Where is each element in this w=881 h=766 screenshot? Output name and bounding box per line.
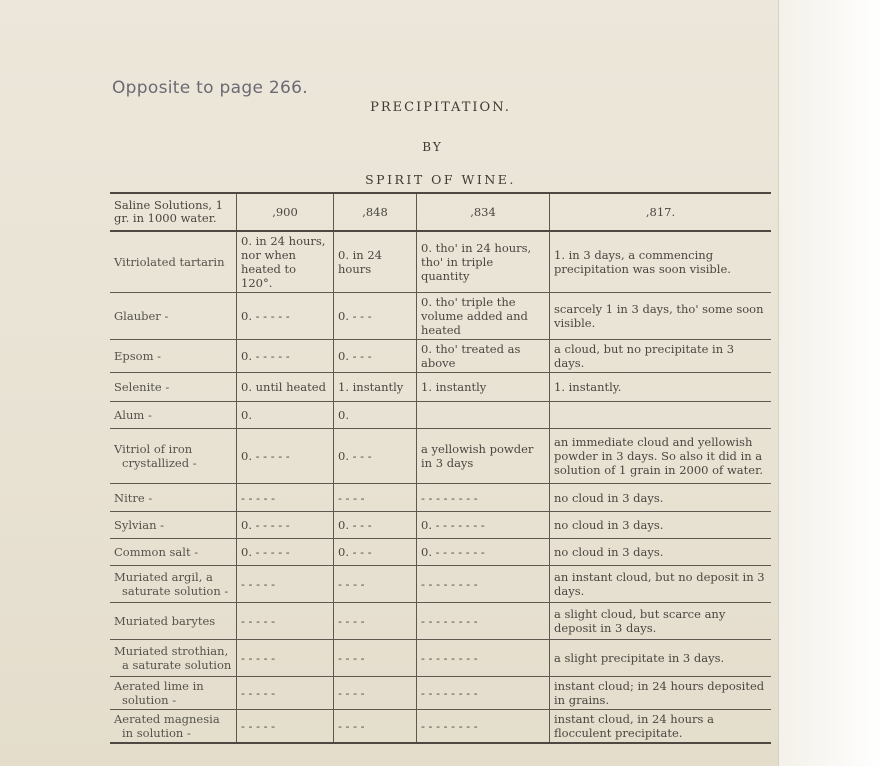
cell-900: 0. in 24 hours, nor when heated to 120°. <box>237 231 334 293</box>
row-solution-name: Vitriol of iron crystallized - <box>110 429 237 484</box>
cell-848: - - - - <box>334 603 417 640</box>
cell-817: 1. instantly. <box>550 373 772 402</box>
cell-900: - - - - - <box>237 484 334 512</box>
table-header-row <box>110 193 771 231</box>
cell-834: - - - - - - - - <box>417 640 550 677</box>
cell-817: 1. in 3 days, a commencing precipitation was soon visible. <box>550 231 772 293</box>
header-saline-solutions: Saline Solutions, 1 gr. in 1000 water. <box>110 193 237 231</box>
cell-848: - - - - <box>334 566 417 603</box>
cell-817: a cloud, but no precipitate in 3 days. <box>550 340 772 373</box>
row-solution-name: Nitre - <box>110 484 237 512</box>
cell-900: 0. - - - - - <box>237 429 334 484</box>
cell-834: 0. tho' in 24 hours, tho' in triple quantity <box>417 231 550 293</box>
cell-834: 0. tho' triple the volume added and heated <box>417 293 550 340</box>
table-row <box>110 710 771 744</box>
table-row <box>110 231 771 293</box>
cell-834: 0. - - - - - - - <box>417 512 550 539</box>
row-solution-name: Epsom - <box>110 340 237 373</box>
table-row <box>110 293 771 340</box>
row-solution-name: Muriated strothian, a saturate solution <box>110 640 237 677</box>
cell-834: 0. tho' treated as above <box>417 340 550 373</box>
row-solution-name: Selenite - <box>110 373 237 402</box>
cell-817: instant cloud, in 24 hours a flocculent precipitate. <box>550 710 772 744</box>
cell-817: a slight cloud, but scarce any deposit in 3 days. <box>550 603 772 640</box>
cell-848: 0. - - - <box>334 539 417 566</box>
cell-817: a slight precipitate in 3 days. <box>550 640 772 677</box>
table-row <box>110 373 771 402</box>
table-row <box>110 429 771 484</box>
cell-817 <box>550 402 772 429</box>
table-row <box>110 603 771 640</box>
header-848: ,848 <box>334 193 417 231</box>
cell-900: - - - - - <box>237 710 334 744</box>
row-solution-name: Aerated lime in solution - <box>110 677 237 710</box>
table-body <box>110 231 771 743</box>
cell-848: 1. instantly <box>334 373 417 402</box>
row-solution-name: Glauber - <box>110 293 237 340</box>
cell-900: 0. until heated <box>237 373 334 402</box>
cell-848: 0. <box>334 402 417 429</box>
cell-848: - - - - <box>334 710 417 744</box>
table-row <box>110 566 771 603</box>
cell-817: instant cloud; in 24 hours deposited in grains. <box>550 677 772 710</box>
table-row <box>110 402 771 429</box>
table-row <box>110 539 771 566</box>
title-subtitle: SPIRIT OF WINE. <box>365 172 516 187</box>
row-solution-name: Muriated argil, a saturate solution - <box>110 566 237 603</box>
cell-900: - - - - - <box>237 566 334 603</box>
cell-848: - - - - <box>334 484 417 512</box>
title-by: BY <box>422 140 443 154</box>
cell-900: 0. - - - - - <box>237 512 334 539</box>
table-row <box>110 640 771 677</box>
row-solution-name: Vitriolated tartarin <box>110 231 237 293</box>
cell-817: an instant cloud, but no deposit in 3 days. <box>550 566 772 603</box>
cell-848: 0. - - - <box>334 512 417 539</box>
cell-900: 0. <box>237 402 334 429</box>
cell-834: 1. instantly <box>417 373 550 402</box>
cell-834: - - - - - - - - <box>417 710 550 744</box>
cell-848: - - - - <box>334 640 417 677</box>
table-row <box>110 484 771 512</box>
cell-834: - - - - - - - - <box>417 484 550 512</box>
cell-834 <box>417 402 550 429</box>
cell-834: - - - - - - - - <box>417 603 550 640</box>
row-solution-name: Sylvian - <box>110 512 237 539</box>
header-817: ,817. <box>550 193 772 231</box>
table-row <box>110 340 771 373</box>
cell-848: - - - - <box>334 677 417 710</box>
cell-817: an immediate cloud and yellowish powder in 3 days. So also it did in a solution of 1 grain in 2000 of water. <box>550 429 772 484</box>
row-solution-name: Common salt - <box>110 539 237 566</box>
cell-834: - - - - - - - - <box>417 566 550 603</box>
row-solution-name: Aerated magnesia in solution - <box>110 710 237 744</box>
cell-834: 0. - - - - - - - <box>417 539 550 566</box>
page-note: Opposite to page 266. <box>112 78 308 98</box>
cell-900: 0. - - - - - <box>237 293 334 340</box>
cell-848: 0. - - - <box>334 340 417 373</box>
row-solution-name: Alum - <box>110 402 237 429</box>
cell-900: - - - - - <box>237 640 334 677</box>
cell-848: 0. - - - <box>334 429 417 484</box>
cell-900: 0. - - - - - <box>237 340 334 373</box>
cell-900: 0. - - - - - <box>237 539 334 566</box>
precipitation-table <box>110 192 771 744</box>
cell-817: no cloud in 3 days. <box>550 484 772 512</box>
table-row <box>110 512 771 539</box>
cell-848: 0. - - - <box>334 293 417 340</box>
page-title: PRECIPITATION. <box>370 100 511 115</box>
cell-817: scarcely 1 in 3 days, tho' some soon visible. <box>550 293 772 340</box>
cell-848: 0. in 24 hours <box>334 231 417 293</box>
cell-817: no cloud in 3 days. <box>550 539 772 566</box>
header-900: ,900 <box>237 193 334 231</box>
cell-834: a yellowish powder in 3 days <box>417 429 550 484</box>
header-834: ,834 <box>417 193 550 231</box>
cell-900: - - - - - <box>237 603 334 640</box>
table-row <box>110 677 771 710</box>
row-solution-name: Muriated barytes <box>110 603 237 640</box>
cell-817: no cloud in 3 days. <box>550 512 772 539</box>
cell-834: - - - - - - - - <box>417 677 550 710</box>
cell-900: - - - - - <box>237 677 334 710</box>
